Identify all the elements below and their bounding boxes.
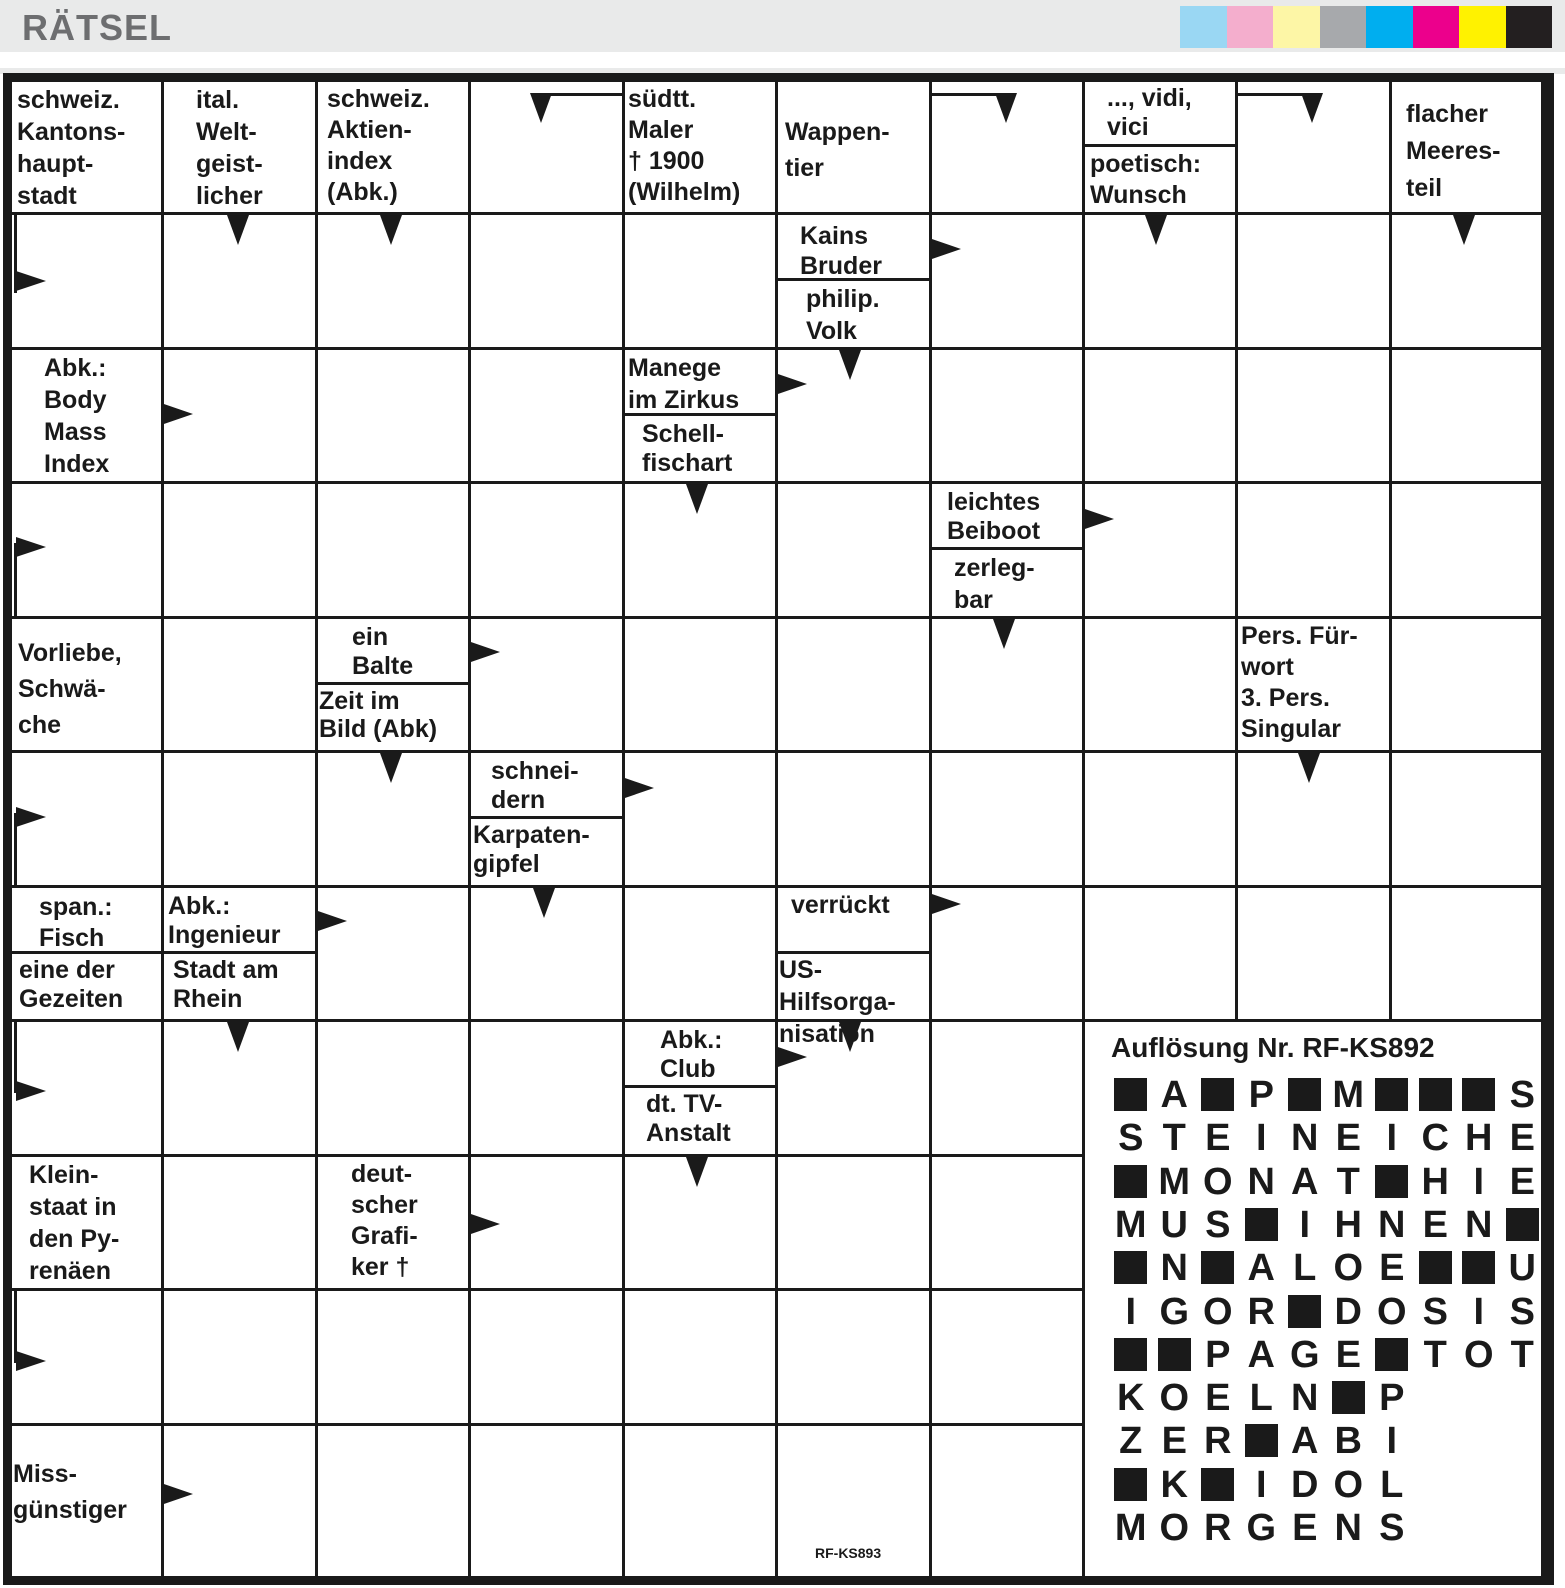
solution-letter: M: [1158, 1160, 1191, 1203]
arrow-down-icon: [1301, 93, 1323, 123]
grid-cell[interactable]: [164, 619, 315, 750]
clue-cell: ital. Welt- geist- licher: [164, 82, 315, 212]
black-square: [1114, 1165, 1147, 1198]
solution-letter: A: [1291, 1420, 1319, 1463]
arrow-down-icon: [380, 215, 402, 245]
color-swatches: [1180, 6, 1552, 48]
arrow-right-icon: [16, 271, 46, 291]
color-swatch: [1320, 6, 1367, 48]
solution-letter: A: [1291, 1160, 1319, 1203]
header-bar: [0, 0, 1565, 52]
solution-letter: I: [1386, 1117, 1398, 1160]
grid-cell[interactable]: [625, 753, 775, 885]
clue-cell: Wappen- tier: [778, 82, 929, 212]
solution-block: [1109, 1161, 1153, 1203]
clue-cell: Stadt am Rhein: [164, 954, 315, 1019]
grid-cell[interactable]: [1392, 350, 1541, 481]
solution-row: [1109, 1334, 1544, 1376]
solution-block: [1370, 1074, 1414, 1116]
grid-cell[interactable]: [778, 619, 929, 750]
solution-letter: I: [1255, 1463, 1267, 1506]
grid-cell[interactable]: [932, 1426, 1082, 1576]
black-square: [1419, 1078, 1452, 1111]
black-square: [1332, 1381, 1365, 1414]
solution-letter: S: [1118, 1117, 1144, 1160]
solution-row: [1109, 1464, 1414, 1506]
arrow-right-icon: [775, 373, 807, 395]
grid-cell[interactable]: [625, 215, 775, 347]
black-square: [1462, 1251, 1495, 1284]
solution-letter: E: [1335, 1333, 1361, 1376]
arrow-right-icon: [315, 910, 347, 932]
solution-block: [1196, 1074, 1240, 1116]
solution-letter: R: [1204, 1420, 1232, 1463]
solution-letter: I: [1473, 1160, 1485, 1203]
solution-letter: O: [1159, 1507, 1190, 1549]
arrow-down-icon: [1145, 215, 1167, 245]
grid-cell[interactable]: [1085, 619, 1235, 750]
solution-letter: E: [1379, 1247, 1405, 1290]
black-square: [1114, 1338, 1147, 1371]
solution-row: [1109, 1074, 1544, 1116]
solution-letter: L: [1249, 1377, 1273, 1420]
arrow-down-icon: [1298, 753, 1320, 783]
grid-cell[interactable]: [164, 753, 315, 885]
clue-cell: deut- scher Grafi- ker †: [318, 1157, 468, 1288]
solution-letter: C: [1421, 1117, 1449, 1160]
arrow-right-icon: [16, 537, 46, 557]
solution-letter: Z: [1119, 1420, 1143, 1463]
arrow-down-icon: [993, 619, 1015, 649]
arrow-down-icon: [530, 93, 552, 123]
solution-block: [1457, 1247, 1501, 1289]
color-swatch: [1180, 6, 1227, 48]
grid-cell[interactable]: [471, 350, 622, 481]
grid-cell[interactable]: [471, 1426, 622, 1576]
solution-letter: I: [1473, 1290, 1485, 1333]
solution-letter: G: [1159, 1290, 1190, 1333]
clue-cell: Karpaten- gipfel: [471, 819, 622, 885]
solution-letter: K: [1160, 1463, 1188, 1506]
solution-block: [1283, 1291, 1327, 1333]
clue-cell: ..., vidi, vici: [1085, 82, 1235, 147]
arrow-down-icon: [533, 888, 555, 918]
black-square: [1245, 1208, 1278, 1241]
clue-cell: verrückt: [778, 888, 929, 954]
black-square: [1114, 1468, 1147, 1501]
clue-cell: zerleg- bar: [932, 550, 1082, 616]
black-square: [1375, 1078, 1408, 1111]
solution-letter: M: [1332, 1074, 1365, 1116]
solution-block: [1327, 1377, 1371, 1419]
solution-letter: O: [1159, 1377, 1190, 1420]
arrow-down-icon: [686, 484, 708, 514]
clue-cell: Zeit im Bild (Abk): [318, 685, 468, 750]
solution-letter: S: [1509, 1074, 1535, 1116]
solution-letter: R: [1204, 1507, 1232, 1549]
solution-block: [1370, 1334, 1414, 1376]
color-swatch: [1227, 6, 1274, 48]
grid-cell[interactable]: [471, 215, 622, 347]
solution-letter: N: [1160, 1247, 1188, 1290]
color-swatch: [1273, 6, 1320, 48]
black-square: [1375, 1338, 1408, 1371]
clue-cell: Abk.: Body Mass Index: [12, 350, 161, 481]
solution-letter: E: [1205, 1377, 1231, 1420]
solution-letter: N: [1334, 1507, 1362, 1549]
solution-letter: G: [1289, 1333, 1320, 1376]
grid-cell[interactable]: [932, 753, 1082, 885]
arrow-right-icon: [161, 1483, 193, 1505]
clue-cell: leichtes Beiboot: [932, 484, 1082, 550]
grid-cell[interactable]: [932, 350, 1082, 481]
grid-cell[interactable]: [1085, 484, 1235, 616]
grid-cell[interactable]: [471, 1022, 622, 1154]
solution-letter: B: [1334, 1420, 1362, 1463]
clue-cell: flacher Meeres- teil: [1392, 82, 1541, 212]
solution-letter: N: [1247, 1160, 1275, 1203]
black-square: [1114, 1078, 1147, 1111]
grid-cell[interactable]: [625, 1291, 775, 1423]
solution-letter: N: [1291, 1117, 1319, 1160]
arrow-down-icon: [839, 350, 861, 380]
black-square: [1245, 1424, 1278, 1457]
arrow-right-icon: [1082, 508, 1114, 530]
solution-letter: A: [1160, 1074, 1188, 1116]
grid-cell[interactable]: [1392, 888, 1541, 1019]
grid-cell[interactable]: [932, 215, 1082, 347]
grid-cell[interactable]: [625, 1426, 775, 1576]
solution-letter: I: [1386, 1420, 1398, 1463]
grid-cell[interactable]: [318, 1426, 468, 1576]
grid-cell[interactable]: [318, 1291, 468, 1423]
solution-block: [1109, 1074, 1153, 1116]
black-square: [1419, 1251, 1452, 1284]
solution-letter: S: [1379, 1507, 1405, 1549]
solution-letter: S: [1205, 1203, 1231, 1246]
clue-cell: schweiz. Kantons- haupt- stadt: [12, 82, 161, 212]
solution-letter: P: [1248, 1074, 1274, 1116]
solution-letter: H: [1465, 1117, 1493, 1160]
black-square: [1288, 1295, 1321, 1328]
solution-block: [1196, 1464, 1240, 1506]
solution-letter: D: [1334, 1290, 1362, 1333]
black-square: [1201, 1468, 1234, 1501]
black-square: [1462, 1078, 1495, 1111]
grid-cell[interactable]: [1085, 350, 1235, 481]
solution-letter: I: [1125, 1290, 1137, 1333]
grid-cell[interactable]: [1238, 350, 1389, 481]
clue-cell: schnei- dern: [471, 753, 622, 819]
clue-cell: Schell- fischart: [625, 416, 775, 481]
color-swatch: [1366, 6, 1413, 48]
solution-block: [1283, 1074, 1327, 1116]
grid-cell[interactable]: [471, 484, 622, 616]
clue-cell: Miss- günstiger: [12, 1426, 161, 1576]
solution-letter: L: [1293, 1247, 1317, 1290]
solution-block: [1240, 1420, 1284, 1462]
grid-cell[interactable]: [318, 484, 468, 616]
clue-cell: eine der Gezeiten: [12, 954, 161, 1019]
solution-letter: N: [1465, 1203, 1493, 1246]
solution-letter: M: [1114, 1203, 1147, 1246]
grid-cell[interactable]: [1085, 753, 1235, 885]
solution-letter: P: [1379, 1377, 1405, 1420]
arrow-right-icon: [16, 1351, 46, 1371]
black-square: [1201, 1078, 1234, 1111]
solution-row: [1109, 1420, 1414, 1462]
color-swatch: [1506, 6, 1553, 48]
grid-cell[interactable]: [932, 1291, 1082, 1423]
grid-cell[interactable]: [1392, 484, 1541, 616]
arrow-right-icon: [468, 1213, 500, 1235]
arrow-down-icon: [839, 1022, 861, 1052]
arrow-down-icon: [380, 753, 402, 783]
grid-cell[interactable]: [1392, 619, 1541, 750]
solution-block: [1153, 1334, 1197, 1376]
solution-row: [1109, 1247, 1544, 1289]
page-title: RÄTSEL: [22, 7, 172, 48]
arrow-right-icon: [161, 403, 193, 425]
clue-cell: US- Hilfsorga- nisation: [778, 954, 929, 1019]
solution-letter: E: [1161, 1420, 1187, 1463]
solution-letter: E: [1422, 1203, 1448, 1246]
solution-letter: O: [1333, 1463, 1364, 1506]
grid-cell[interactable]: [318, 888, 468, 1019]
solution-row: [1109, 1377, 1414, 1419]
grid-cell[interactable]: [625, 888, 775, 1019]
arrow-down-icon: [227, 1022, 249, 1052]
solution-letter: U: [1160, 1203, 1188, 1246]
solution-letter: N: [1378, 1203, 1406, 1246]
solution-block: [1109, 1464, 1153, 1506]
solution-letter: L: [1380, 1463, 1404, 1506]
arrow-right-icon: [468, 641, 500, 663]
solution-block: [1196, 1247, 1240, 1289]
grid-cell[interactable]: [778, 1291, 929, 1423]
solution-letter: A: [1247, 1333, 1275, 1376]
clue-cell: Manege im Zirkus: [625, 350, 775, 416]
solution-letter: T: [1423, 1333, 1447, 1376]
color-swatch: [1459, 6, 1506, 48]
arrow-down-icon: [995, 93, 1017, 123]
clue-cell: dt. TV- Anstalt: [625, 1088, 775, 1154]
solution-letter: O: [1333, 1247, 1364, 1290]
black-square: [1114, 1251, 1147, 1284]
solution-row: [1109, 1204, 1544, 1246]
grid-cell[interactable]: [932, 1022, 1082, 1154]
grid-cell[interactable]: [1238, 888, 1389, 1019]
solution-letter: N: [1291, 1377, 1319, 1420]
black-square: [1506, 1208, 1539, 1241]
solution-letter: H: [1421, 1160, 1449, 1203]
solution-letter: K: [1117, 1377, 1145, 1420]
arrow-right-icon: [775, 1046, 807, 1068]
grid-cell[interactable]: [1238, 215, 1389, 347]
clue-cell: Kains Bruder: [778, 215, 929, 281]
solution-letter: M: [1114, 1507, 1147, 1549]
grid-cell[interactable]: [932, 1157, 1082, 1288]
black-square: [1288, 1078, 1321, 1111]
solution-letter: I: [1255, 1117, 1267, 1160]
solution-letter: E: [1205, 1117, 1231, 1160]
grid-cell[interactable]: [778, 484, 929, 616]
grid-cell[interactable]: [318, 1022, 468, 1154]
solution-letter: T: [1336, 1160, 1360, 1203]
solution-block: [1414, 1247, 1458, 1289]
grid-cell[interactable]: [778, 1157, 929, 1288]
solution-letter: T: [1510, 1333, 1534, 1376]
solution-letter: E: [1509, 1160, 1535, 1203]
solution-letter: U: [1508, 1247, 1536, 1290]
solution-letter: A: [1247, 1247, 1275, 1290]
clue-cell: span.: Fisch: [12, 888, 161, 954]
grid-cell[interactable]: [1085, 888, 1235, 1019]
arrow-down-icon: [227, 215, 249, 245]
grid-cell[interactable]: [471, 619, 622, 750]
solution-block: [1457, 1074, 1501, 1116]
clue-cell: Pers. Für- wort 3. Pers. Singular: [1238, 619, 1389, 750]
solution-letter: T: [1162, 1117, 1186, 1160]
arrow-right-icon: [929, 238, 961, 260]
grid-cell[interactable]: [164, 1291, 315, 1423]
solution-block: [1501, 1204, 1545, 1246]
arrow-right-icon: [929, 893, 961, 915]
solution-title: Auflösung Nr. RF-KS892: [1111, 1032, 1435, 1063]
grid-cell[interactable]: [1392, 753, 1541, 885]
solution-block: [1240, 1204, 1284, 1246]
clue-cell: Klein- staat in den Py- renäen: [12, 1157, 161, 1288]
clue-cell: Abk.: Ingenieur: [164, 888, 315, 954]
solution-letter: O: [1376, 1290, 1407, 1333]
solution-letter: O: [1202, 1290, 1233, 1333]
solution-letter: O: [1202, 1160, 1233, 1203]
solution-letter: S: [1509, 1290, 1535, 1333]
clue-cell: ein Balte: [318, 619, 468, 685]
solution-letter: P: [1205, 1333, 1231, 1376]
solution-row: [1109, 1117, 1544, 1159]
solution-letter: G: [1246, 1507, 1277, 1549]
solution-block: [1370, 1161, 1414, 1203]
grid-cell[interactable]: [471, 1291, 622, 1423]
solution-block: [1414, 1074, 1458, 1116]
solution-row: [1109, 1291, 1544, 1333]
clue-cell: poetisch: Wunsch: [1085, 147, 1235, 212]
solution-row: [1109, 1161, 1544, 1203]
solution-letter: E: [1292, 1507, 1318, 1549]
arrow-down-icon: [686, 1157, 708, 1187]
grid-cell[interactable]: [318, 350, 468, 481]
puzzle-code: RF-KS893: [815, 1545, 882, 1561]
grid-cell[interactable]: [164, 1157, 315, 1288]
solution-letter: O: [1463, 1333, 1494, 1376]
clue-cell: philip. Volk: [778, 281, 929, 347]
solution-letter: R: [1247, 1290, 1275, 1333]
solution-block: [1109, 1334, 1153, 1376]
clue-cell: Vorliebe, Schwä- che: [12, 619, 161, 750]
arrow-right-icon: [16, 807, 46, 827]
clue-cell: schweiz. Aktien- index (Abk.): [318, 82, 468, 212]
grid-cell[interactable]: [778, 753, 929, 885]
color-swatch: [1413, 6, 1460, 48]
black-square: [1375, 1165, 1408, 1198]
clue-cell: südtt. Maler † 1900 (Wilhelm): [625, 82, 775, 212]
solution-letter: E: [1335, 1117, 1361, 1160]
solution-letter: I: [1299, 1203, 1311, 1246]
solution-panel: [1085, 1022, 1541, 1576]
solution-letter: E: [1509, 1117, 1535, 1160]
solution-letter: H: [1334, 1203, 1362, 1246]
black-square: [1201, 1251, 1234, 1284]
crossword-grid: [3, 73, 1554, 1585]
grid-cell[interactable]: [625, 619, 775, 750]
black-square: [1158, 1338, 1191, 1371]
arrow-right-icon: [16, 1081, 46, 1101]
clue-cell: Abk.: Club: [625, 1022, 775, 1088]
solution-block: [1109, 1247, 1153, 1289]
arrow-down-icon: [1453, 215, 1475, 245]
arrow-right-icon: [622, 777, 654, 799]
solution-row: [1109, 1507, 1414, 1549]
solution-letter: S: [1422, 1290, 1448, 1333]
solution-letter: D: [1291, 1463, 1319, 1506]
grid-cell[interactable]: [164, 484, 315, 616]
grid-cell[interactable]: [1238, 484, 1389, 616]
